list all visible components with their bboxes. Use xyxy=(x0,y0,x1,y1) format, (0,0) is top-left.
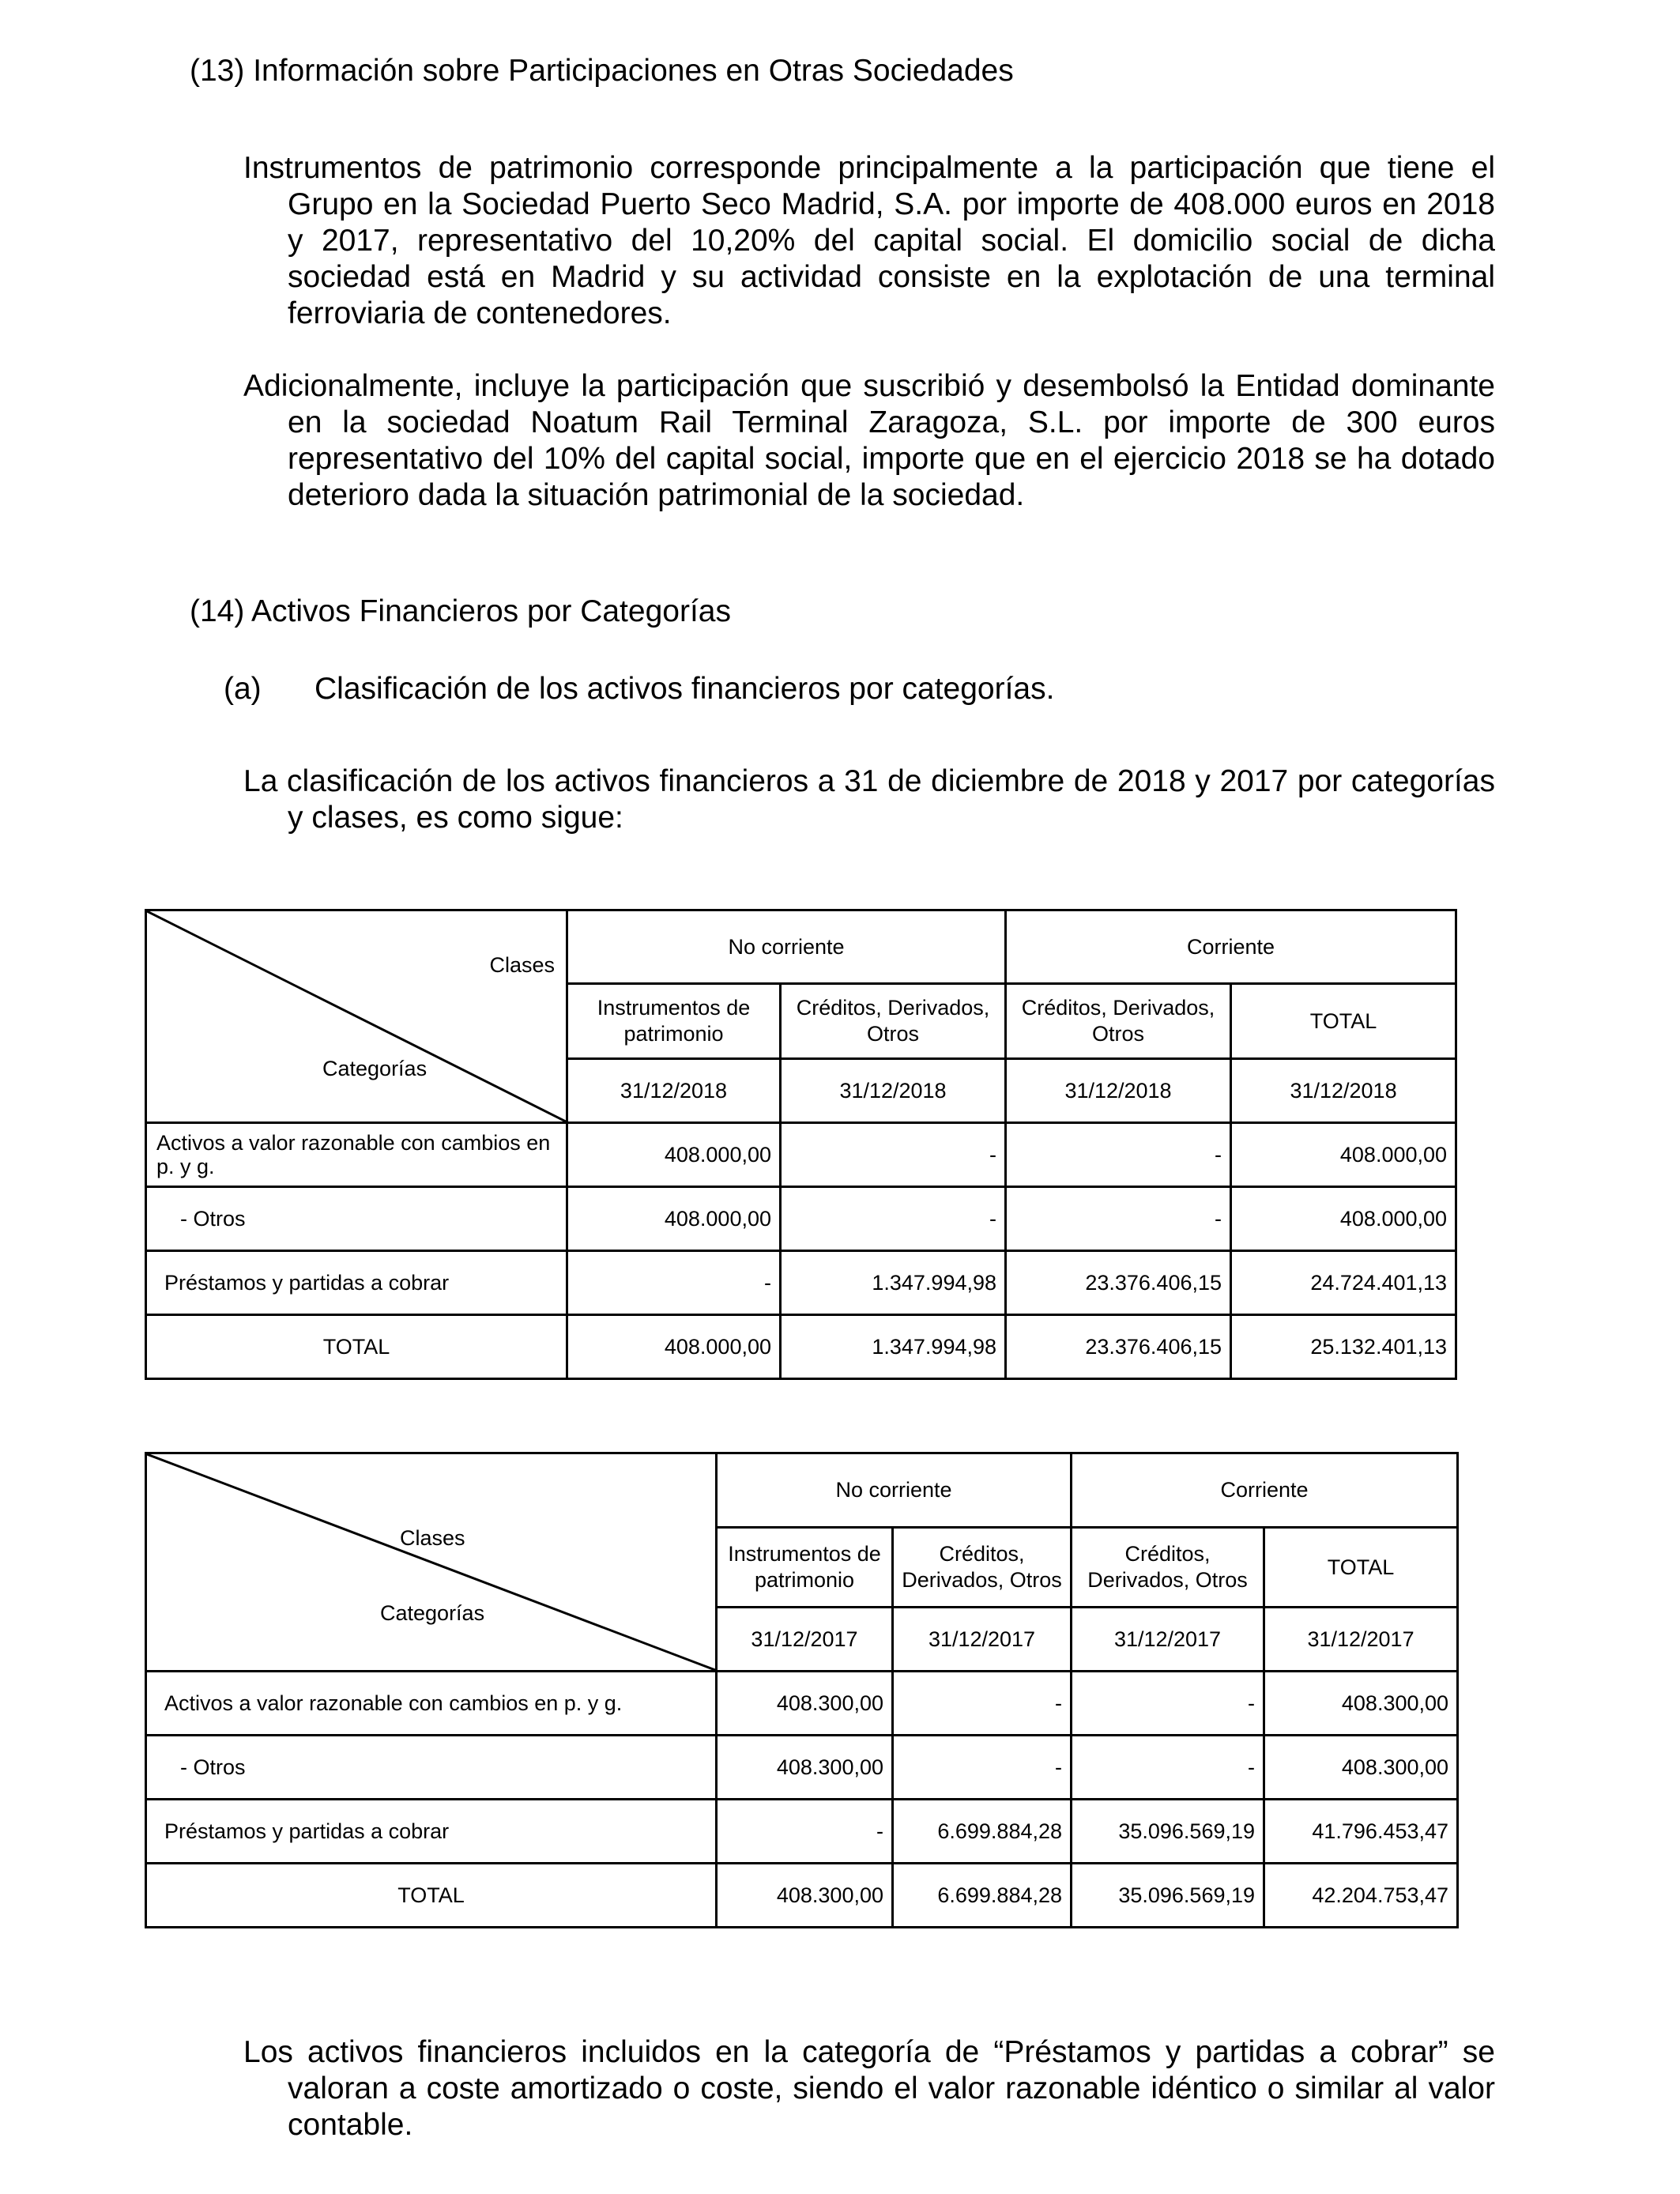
clases-label: Clases xyxy=(489,953,555,977)
table-row-total xyxy=(146,1315,1456,1379)
date-cell: 31/12/2018 xyxy=(781,1059,1006,1123)
row-label: Préstamos y partidas a cobrar xyxy=(146,1800,717,1864)
diagonal-header-cell xyxy=(146,1453,717,1672)
table-row xyxy=(146,1672,1458,1736)
subsection-title: Clasificación de los activos financieros por categorías. xyxy=(315,672,1055,706)
value-cell: 408.300,00 xyxy=(1264,1672,1458,1736)
col-creditos-nc-header: Créditos, Derivados, Otros xyxy=(781,984,1006,1059)
clases-label: Clases xyxy=(400,1526,465,1550)
row-label: Préstamos y partidas a cobrar xyxy=(146,1251,567,1315)
value-cell: - xyxy=(717,1800,893,1864)
date-cell: 31/12/2017 xyxy=(1072,1608,1264,1672)
subsection-letter: (a) xyxy=(224,672,262,706)
date-cell: 31/12/2018 xyxy=(1006,1059,1231,1123)
value-cell: 408.000,00 xyxy=(1231,1187,1456,1251)
row-label: TOTAL xyxy=(146,1315,567,1379)
value-cell: 408.300,00 xyxy=(717,1672,893,1736)
categorias-label: Categorías xyxy=(322,1057,428,1080)
value-cell: - xyxy=(781,1123,1006,1187)
value-cell: - xyxy=(1072,1736,1264,1800)
table-row xyxy=(146,1251,1456,1315)
value-cell: - xyxy=(567,1251,781,1315)
value-cell: 35.096.569,19 xyxy=(1072,1800,1264,1864)
value-cell: 408.000,00 xyxy=(567,1187,781,1251)
date-cell: 31/12/2018 xyxy=(1231,1059,1456,1123)
value-cell: - xyxy=(1006,1187,1231,1251)
section-14-intro: La clasificación de los activos financieros a 31 de diciembre de 2018 y 2017 por categorías y clases, es como sigue: xyxy=(243,764,1495,835)
corriente-header: Corriente xyxy=(1072,1453,1458,1528)
value-cell: - xyxy=(893,1736,1072,1800)
value-cell: 408.000,00 xyxy=(567,1123,781,1187)
value-cell: 42.204.753,47 xyxy=(1264,1864,1458,1928)
closing-paragraph: Los activos financieros incluidos en la categoría de “Préstamos y partidas a cobrar” se valoran a coste amortizado o coste, siendo el valor razonable idéntico o similar al valor contable. xyxy=(243,2035,1495,2142)
value-cell: 35.096.569,19 xyxy=(1072,1864,1264,1928)
table-row xyxy=(146,1736,1458,1800)
value-cell: 6.699.884,28 xyxy=(893,1800,1072,1864)
value-cell: 6.699.884,28 xyxy=(893,1864,1072,1928)
value-cell: - xyxy=(781,1187,1006,1251)
table-row xyxy=(146,1187,1456,1251)
row-label: Activos a valor razonable con cambios en p. y g. xyxy=(146,1123,567,1187)
value-cell: 408.300,00 xyxy=(717,1736,893,1800)
table-2017 xyxy=(145,1452,1459,1928)
diagonal-header-cell xyxy=(146,910,567,1123)
value-cell: - xyxy=(893,1672,1072,1736)
value-cell: - xyxy=(1072,1672,1264,1736)
col-instrumentos-header: Instrumentos de patrimonio xyxy=(567,984,781,1059)
section-13-paragraph-1: Instrumentos de patrimonio corresponde principalmente a la participación que tiene el Grupo en la Sociedad Puerto Seco Madrid, S.A. por importe de 408.000 euros en 2018 y 2017, representativo del 10,20% del capital social. El domicilio social de dicha sociedad está en Madrid y su actividad consiste en la explotación de una terminal ferroviaria de contenedores. xyxy=(243,151,1495,330)
date-cell: 31/12/2017 xyxy=(1264,1608,1458,1672)
value-cell: 1.347.994,98 xyxy=(781,1251,1006,1315)
row-label: Activos a valor razonable con cambios en p. y g. xyxy=(146,1672,717,1736)
table-2018 xyxy=(145,909,1457,1380)
col-creditos-c-header: Créditos, Derivados, Otros xyxy=(1006,984,1231,1059)
subsection-a-heading xyxy=(224,670,1054,708)
col-creditos-c-header: Créditos, Derivados, Otros xyxy=(1072,1528,1264,1608)
table-row xyxy=(146,1800,1458,1864)
row-label: - Otros xyxy=(146,1736,717,1800)
value-cell: 23.376.406,15 xyxy=(1006,1251,1231,1315)
diagonal-line xyxy=(147,1454,715,1670)
categorias-label: Categorías xyxy=(380,1601,485,1625)
date-cell: 31/12/2017 xyxy=(893,1608,1072,1672)
value-cell: - xyxy=(1006,1123,1231,1187)
value-cell: 41.796.453,47 xyxy=(1264,1800,1458,1864)
diagonal-line xyxy=(147,911,566,1122)
value-cell: 23.376.406,15 xyxy=(1006,1315,1231,1379)
date-cell: 31/12/2017 xyxy=(717,1608,893,1672)
value-cell: 408.000,00 xyxy=(1231,1123,1456,1187)
no-corriente-header: No corriente xyxy=(567,910,1006,984)
table-row-total xyxy=(146,1864,1458,1928)
table-row xyxy=(146,1123,1456,1187)
col-instrumentos-header: Instrumentos de patrimonio xyxy=(717,1528,893,1608)
value-cell: 408.300,00 xyxy=(717,1864,893,1928)
value-cell: 408.300,00 xyxy=(1264,1736,1458,1800)
section-13-paragraph-2: Adicionalmente, incluye la participación que suscribió y desembolsó la Entidad dominante en la sociedad Noatum Rail Terminal Zaragoza, S.L. por importe de 300 euros representativo del 10% del capital social, importe que en el ejercicio 2018 se ha dotado deterioro dada la situación patrimonial de la sociedad. xyxy=(243,369,1495,512)
col-total-header: TOTAL xyxy=(1264,1528,1458,1608)
value-cell: 25.132.401,13 xyxy=(1231,1315,1456,1379)
col-creditos-nc-header: Créditos, Derivados, Otros xyxy=(893,1528,1072,1608)
corriente-header: Corriente xyxy=(1006,910,1456,984)
section-13-title: (13) Información sobre Participaciones en Otras Sociedades xyxy=(190,54,1014,88)
row-label: TOTAL xyxy=(146,1864,717,1928)
value-cell: 1.347.994,98 xyxy=(781,1315,1006,1379)
value-cell: 408.000,00 xyxy=(567,1315,781,1379)
date-cell: 31/12/2018 xyxy=(567,1059,781,1123)
value-cell: 24.724.401,13 xyxy=(1231,1251,1456,1315)
row-label: - Otros xyxy=(146,1187,567,1251)
no-corriente-header: No corriente xyxy=(717,1453,1072,1528)
section-14-title: (14) Activos Financieros por Categorías xyxy=(190,594,731,628)
col-total-header: TOTAL xyxy=(1231,984,1456,1059)
